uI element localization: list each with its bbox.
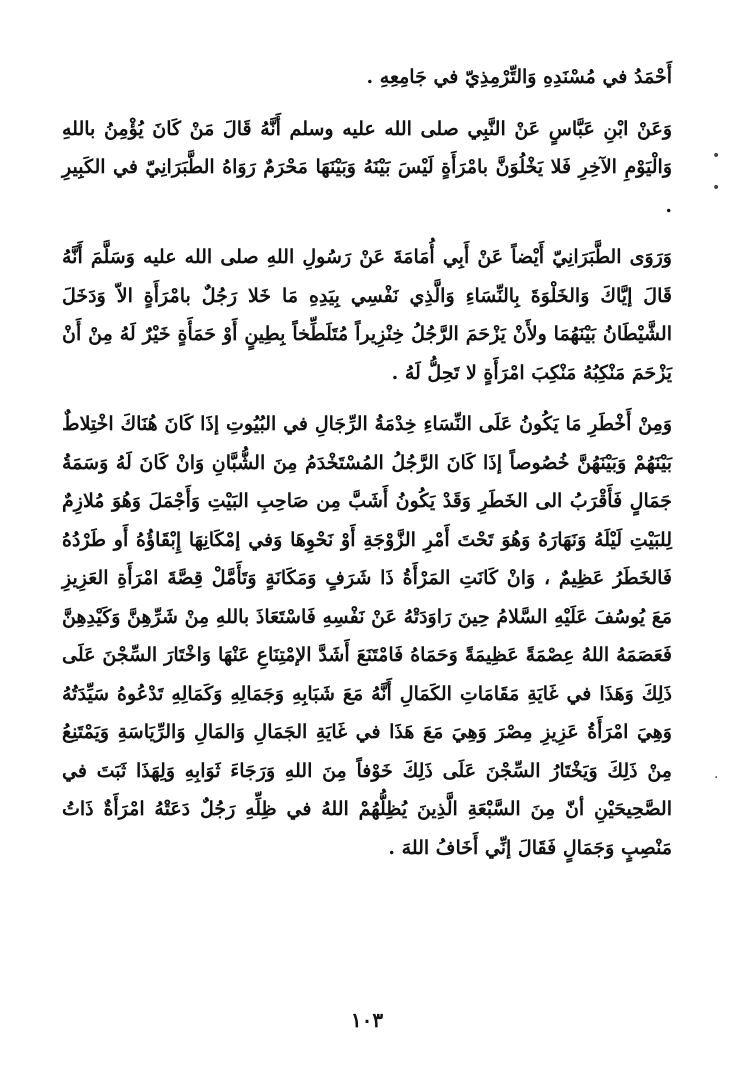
page-body-text [62, 58, 672, 867]
paragraph-1: أَحْمَدُ في مُسْنَدِهِ وَالتِّرْمِذِيّ في جَامِعِهِ . [366, 66, 672, 88]
margin-dot-mark: · [714, 770, 719, 786]
paragraph-4: وَمِنْ أَخْطَرِ مَا يَكُونُ عَلَى النِّسَاءِ خِدْمَةُ الرِّجَالِ في البُيُوتِ إذَا كَانَ هُنَاكَ اخْتِلاطٌ بَيْنَهُمْ وَبَيْنَهُنَّ خُصُوصاً إذَا كَانَ الرَّجُلُ المُسْتَخْدَمُ مِنَ الشُّبَّانِ وَانْ كَانَ لَهُ وَسَمَةُ جَمَالٍ فَأَقْرَبُ الى الخَطَرِ وَقَدْ يَكُونُ أَشَبَّ مِن صَاحِبِ البَيْتِ وَأَجْمَلَ وَهُوَ مُلازِمٌ لِلبَيْتِ لَيْلَهُ وَنَهَارَهُ وَهُوَ تَحْتَ أَمْرِ الزَّوْجَةِ أَوْ نَحْوِهَا وَفي إمْكَانِهَا إِبْقَاؤُهُ أَو طَرْدُهُ فَالخَطَرُ عَظِيمٌ ، وَانْ كَانَتِ المَرْأَةُ ذَا شَرَفٍ وَمَكَانَةٍ وَتَأَمَّلْ قِصَّةَ امْرَأَةِ العَزِيزِ مَعَ يُوسُفَ عَلَيْهِ السَّلامُ حِينَ رَاوَدَتْهُ عَنْ نَفْسِهِ فَاسْتَعَاذَ باللهِ مِنْ شَرِّهِنَّ وَكَيْدِهِنَّ فَعَصَمَهُ اللهُ عِصْمَةً عَظِيمَةً وَحَمَاهُ فَامْتَنَعَ أَشَدَّ الإمْتِنَاعِ عَنْهَا وَاخْتَارَ السِّجْنَ عَلَى ذَلِكَ وَهَذَا في غَايَةِ مَقَامَاتِ الكَمَالِ أَنَّهُ مَعَ شَبَابِهِ وَجَمَالِهِ وَكَمَالِهِ تَدْعُوهُ سَيِّدَتُهُ وَهِيَ امْرَأَةُ عَزِيزِ مِصْرَ وَهِيَ مَعَ هَذَا في غَايَةِ الجَمَالِ وَالمَالِ وَالرِّيَاسَةِ وَيَمْتَنِعُ مِنْ ذَلِكَ وَيَخْتَارُ السِّجْنَ عَلَى ذَلِكَ خَوْفاً مِنَ اللهِ وَرَجَاءَ ثَوَابِهِ وَلِهَذَا ثَبَتَ في الصَّحِيحَيْنِ أنّ مِنَ السَّبْعَةِ الَّذِينَ يُظِلُّهُمْ اللهُ في ظِلِّهِ رَجُلٌ دَعَتْهُ امْرَأَةٌ ذَاتُ مَنْصِبٍ وَجَمَالٍ فَقَالَ إنِّي أَخَافُ اللهَ . [62, 413, 672, 859]
page-number: ١٠٣ [350, 1008, 384, 1032]
margin-dot-mark: • [712, 148, 721, 164]
margin-dot-mark: • [712, 180, 721, 196]
paragraph-2: وَعَنْ ابْنِ عَبَّاسٍ عَنْ النَّبِي صلى الله عليه وسلم أَنَّهُ قَالَ مَنْ كَانَ يُؤْمِنُ باللهِ وَالْيَوْمِ الآخِرِ فَلا يَخْلُوَنَّ بامْرَأَةٍ لَيْسَ بَيْنَهُ وَبَيْنَهَا مَحْرَمٌ رَوَاهُ الطَّبَرَانِيّ في الكَبِيرِ . [62, 117, 672, 217]
paragraph-3: وَرَوَى الطَّبَرَانِيّ أَيْضاً عَنْ أَبِي أُمَامَةَ عَنْ رَسُولِ اللهِ صلى الله عليه وَسَلَّمَ أَنَّهُ قَالَ إيَّاكَ وَالخَلْوَةَ بِالنِّسَاءِ وَالَّذِي نَفْسِي بِيَدِهِ مَا خَلا رَجُلٌ بامْرَأَةٍ الاّ وَدَخَلَ الشَّيْطَانُ بَيْنَهُمَا ولأَنْ يَزْحَمَ الرَّجُلُ خِنْزِيراً مُتَلَطِّخاً بِطِينٍ أَوْ حَمَأَةٍ خَيْرٌ لَهُ مِنْ أَنْ يَزْحَمَ مَنْكِبُهُ مَنْكِبَ امْرَأَةٍ لا تَحِلُّ لَهُ . [62, 246, 672, 384]
